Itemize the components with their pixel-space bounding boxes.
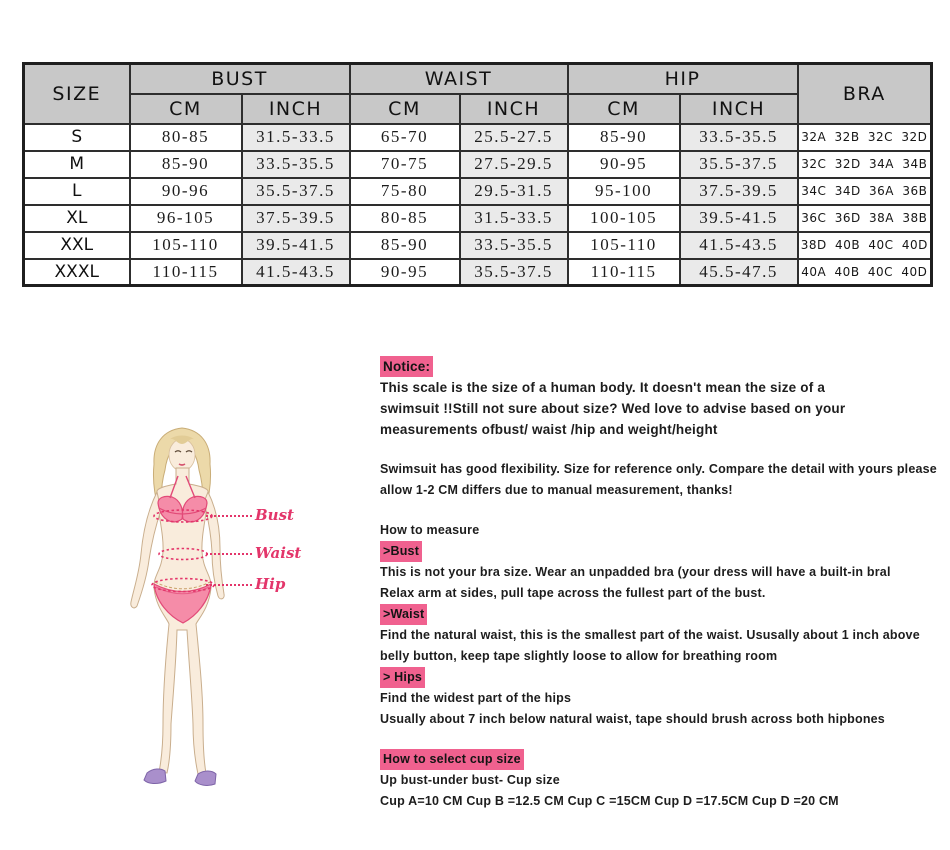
hip-cm-cell: 85-90 bbox=[568, 124, 680, 151]
bra-cell: 36C 36D 38A 38B bbox=[798, 205, 932, 232]
bust-inch-cell: 33.5-35.5 bbox=[242, 151, 350, 178]
header-size: SIZE bbox=[24, 64, 130, 124]
table-row bbox=[24, 178, 932, 205]
bust-inch-cell: 37.5-39.5 bbox=[242, 205, 350, 232]
waist-cm-cell: 90-95 bbox=[350, 259, 460, 286]
waist-text-line: belly button, keep tape slightly loose to allow for breathing room bbox=[380, 649, 778, 663]
notice-heading: Notice: bbox=[380, 356, 942, 377]
header-bra: BRA bbox=[798, 64, 932, 124]
how-to-measure-heading: How to measure bbox=[380, 523, 480, 537]
header-waist: WAIST bbox=[350, 64, 568, 94]
notice-text-line: swimsuit !!Still not sure about size? Wed love to advise based on your bbox=[380, 401, 846, 416]
hips-section-heading: > Hips bbox=[380, 667, 942, 688]
bra-cell: 40A 40B 40C 40D bbox=[798, 259, 932, 286]
bust-cm-cell: 110-115 bbox=[130, 259, 242, 286]
measurement-figure-illustration bbox=[103, 424, 273, 794]
instructions-column bbox=[380, 356, 942, 812]
size-cell: M bbox=[24, 151, 130, 178]
waist-inch-cell: 35.5-37.5 bbox=[460, 259, 568, 286]
bust-inch-cell: 35.5-37.5 bbox=[242, 178, 350, 205]
table-row bbox=[24, 232, 932, 259]
hip-inch-cell: 37.5-39.5 bbox=[680, 178, 798, 205]
bust-cm-cell: 85-90 bbox=[130, 151, 242, 178]
size-cell: XXXL bbox=[24, 259, 130, 286]
bust-cm-cell: 105-110 bbox=[130, 232, 242, 259]
hip-cm-cell: 105-110 bbox=[568, 232, 680, 259]
size-cell: L bbox=[24, 178, 130, 205]
waist-inch-cell: 29.5-31.5 bbox=[460, 178, 568, 205]
bra-cell: 32A 32B 32C 32D bbox=[798, 124, 932, 151]
waist-inch-cell: 25.5-27.5 bbox=[460, 124, 568, 151]
table-row bbox=[24, 259, 932, 286]
hip-cm-cell: 90-95 bbox=[568, 151, 680, 178]
flexibility-text-line: Swimsuit has good flexibility. Size for reference only. Compare the detail with yours please bbox=[380, 462, 937, 476]
bust-cm-cell: 90-96 bbox=[130, 178, 242, 205]
header-bust-inch: INCH bbox=[242, 94, 350, 124]
header-bust-cm: CM bbox=[130, 94, 242, 124]
bust-inch-cell: 31.5-33.5 bbox=[242, 124, 350, 151]
table-row bbox=[24, 124, 932, 151]
waist-cm-cell: 80-85 bbox=[350, 205, 460, 232]
hip-inch-cell: 41.5-43.5 bbox=[680, 232, 798, 259]
hip-label: Hip bbox=[255, 575, 286, 593]
waist-text-line: Find the natural waist, this is the smallest part of the waist. Ususally about 1 inch above bbox=[380, 628, 920, 642]
size-cell: XXL bbox=[24, 232, 130, 259]
notice-text-line: This scale is the size of a human body. It doesn't mean the size of a bbox=[380, 380, 826, 395]
bust-label: Bust bbox=[255, 506, 294, 524]
waist-inch-cell: 33.5-35.5 bbox=[460, 232, 568, 259]
waist-inch-cell: 27.5-29.5 bbox=[460, 151, 568, 178]
size-cell: XL bbox=[24, 205, 130, 232]
hip-cm-cell: 95-100 bbox=[568, 178, 680, 205]
header-hip-cm: CM bbox=[568, 94, 680, 124]
cup-size-heading: How to select cup size bbox=[380, 749, 942, 770]
waist-section-heading: >Waist bbox=[380, 604, 942, 625]
header-waist-inch: INCH bbox=[460, 94, 568, 124]
size-chart-table bbox=[22, 62, 933, 287]
hip-dotted-connector bbox=[206, 584, 252, 586]
waist-cm-cell: 65-70 bbox=[350, 124, 460, 151]
hip-inch-cell: 45.5-47.5 bbox=[680, 259, 798, 286]
hips-text-line: Usually about 7 inch below natural waist, tape should brush across both hipbones bbox=[380, 712, 885, 726]
bust-inch-cell: 41.5-43.5 bbox=[242, 259, 350, 286]
waist-label: Waist bbox=[255, 544, 302, 562]
hip-cm-cell: 100-105 bbox=[568, 205, 680, 232]
bust-inch-cell: 39.5-41.5 bbox=[242, 232, 350, 259]
cup-text-line: Up bust-under bust- Cup size bbox=[380, 773, 560, 787]
bra-cell: 38D 40B 40C 40D bbox=[798, 232, 932, 259]
header-hip: HIP bbox=[568, 64, 798, 94]
bra-cell: 32C 32D 34A 34B bbox=[798, 151, 932, 178]
header-hip-inch: INCH bbox=[680, 94, 798, 124]
table-header-row-units bbox=[24, 94, 932, 124]
hips-text-line: Find the widest part of the hips bbox=[380, 691, 572, 705]
bust-dotted-connector bbox=[206, 515, 252, 517]
hip-inch-cell: 35.5-37.5 bbox=[680, 151, 798, 178]
bust-text-line: This is not your bra size. Wear an unpadded bra (your dress will have a built-in bral bbox=[380, 565, 891, 579]
hip-cm-cell: 110-115 bbox=[568, 259, 680, 286]
cup-text-line: Cup A=10 CM Cup B =12.5 CM Cup C =15CM Cup D =17.5CM Cup D =20 CM bbox=[380, 794, 839, 808]
size-cell: S bbox=[24, 124, 130, 151]
table-row bbox=[24, 205, 932, 232]
waist-cm-cell: 70-75 bbox=[350, 151, 460, 178]
waist-cm-cell: 75-80 bbox=[350, 178, 460, 205]
hip-inch-cell: 39.5-41.5 bbox=[680, 205, 798, 232]
waist-dotted-connector bbox=[206, 553, 252, 555]
bra-cell: 34C 34D 36A 36B bbox=[798, 178, 932, 205]
notice-text-line: measurements ofbust/ waist /hip and weight/height bbox=[380, 422, 718, 437]
header-waist-cm: CM bbox=[350, 94, 460, 124]
bust-text-line: Relax arm at sides, pull tape across the fullest part of the bust. bbox=[380, 586, 766, 600]
table-row bbox=[24, 151, 932, 178]
hip-inch-cell: 33.5-35.5 bbox=[680, 124, 798, 151]
bust-cm-cell: 80-85 bbox=[130, 124, 242, 151]
bust-section-heading: >Bust bbox=[380, 541, 942, 562]
flexibility-text-line: allow 1-2 CM differs due to manual measurement, thanks! bbox=[380, 483, 733, 497]
waist-inch-cell: 31.5-33.5 bbox=[460, 205, 568, 232]
header-bust: BUST bbox=[130, 64, 350, 94]
waist-cm-cell: 85-90 bbox=[350, 232, 460, 259]
table-header-row-groups bbox=[24, 64, 932, 94]
bust-cm-cell: 96-105 bbox=[130, 205, 242, 232]
